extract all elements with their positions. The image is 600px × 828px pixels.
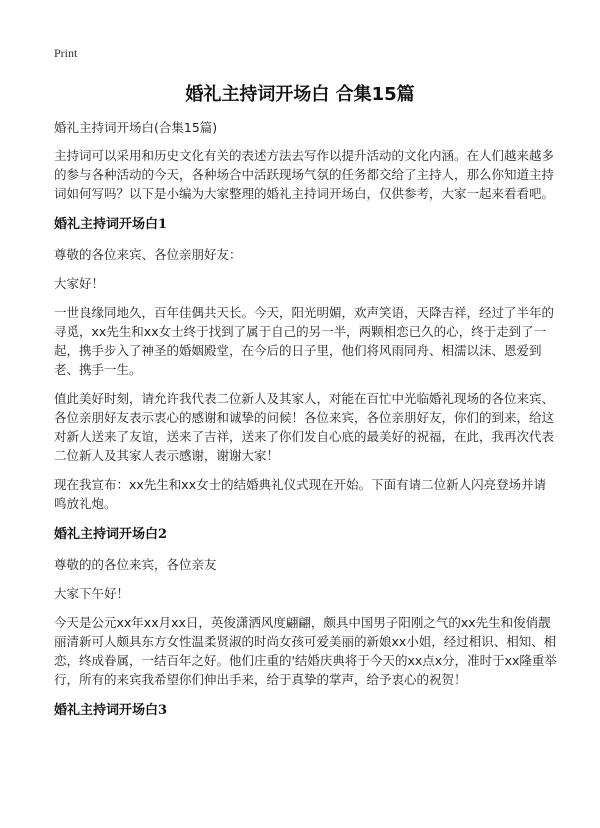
paragraph: 尊敬的的各位来宾，各位亲友 [54,557,217,572]
document-subtitle: 婚礼主持词开场白(合集15篇) [54,120,218,135]
paragraph: 大家好！ [54,276,105,291]
print-link[interactable]: Print [54,46,78,60]
page-title: 婚礼主持词开场白 合集15篇 [185,84,415,105]
document-body [54,118,558,731]
paragraph: 一世良缘同地久，百年佳偶共天长。今天，阳光明媚，欢声笑语，天降吉祥，经过了半年的寻觅，xx先生和xx女士终于找到了属于自己的另一半，两颗相恋已久的心，终于走到了一起，携手步入了神圣的婚姻殿堂，在今后的日子里，他们将风雨同舟、相濡以沫、恩爱到老、携手一生。 [54,305,555,377]
paragraph: 尊敬的各位来宾、各位亲朋好友： [54,247,242,262]
section-heading-1: 婚礼主持词开场白1 [54,217,168,232]
paragraph: 今天是公元xx年xx月xx日，英俊潇洒风度翩翩，颇具中国男子阳刚之气的xx先生和俊俏靓丽清新可人颇具东方女性温柔贤淑的时尚女孩可爱美丽的新娘xx小姐，经过相识、相知、相恋，终成眷属，一结百年之好。他们庄重的'结婚庆典将于今天的xx点x分，准时于xx隆重举行，所有的来宾我希望你们伸出手来，给于真挚的掌声，给予衷心的祝贺！ [54,615,557,687]
paragraph: 值此美好时刻，请允许我代表二位新人及其家人，对能在百忙中光临婚礼现场的各位来宾、各位亲朋好友表示衷心的感谢和诚挚的问候！各位来宾，各位亲朋好友，你们的到来，给这对新人送来了友谊，送来了吉祥，送来了你们发自心底的最美好的祝福，在此，我再次代表二位新人及其家人表示感谢，谢谢大家！ [54,391,555,463]
section-heading-2: 婚礼主持词开场白2 [54,527,168,542]
paragraph: 大家下午好！ [54,586,130,601]
intro-paragraph: 主持词可以采用和历史文化有关的表述方法去写作以提升活动的文化内涵。在人们越来越多的参与各种活动的今天，各种场合中活跃现场气氛的任务都交给了主持人，那么你知道主持词如何写吗？以下是小编为大家整理的婚礼主持词开场白，仅供参考，大家一起来看看吧。 [54,148,555,201]
section-heading-3: 婚礼主持词开场白3 [54,703,168,718]
paragraph: 现在我宣布：xx先生和xx女士的结婚典礼仪式现在开始。下面有请二位新人闪亮登场并请鸣放礼炮。 [54,477,547,511]
